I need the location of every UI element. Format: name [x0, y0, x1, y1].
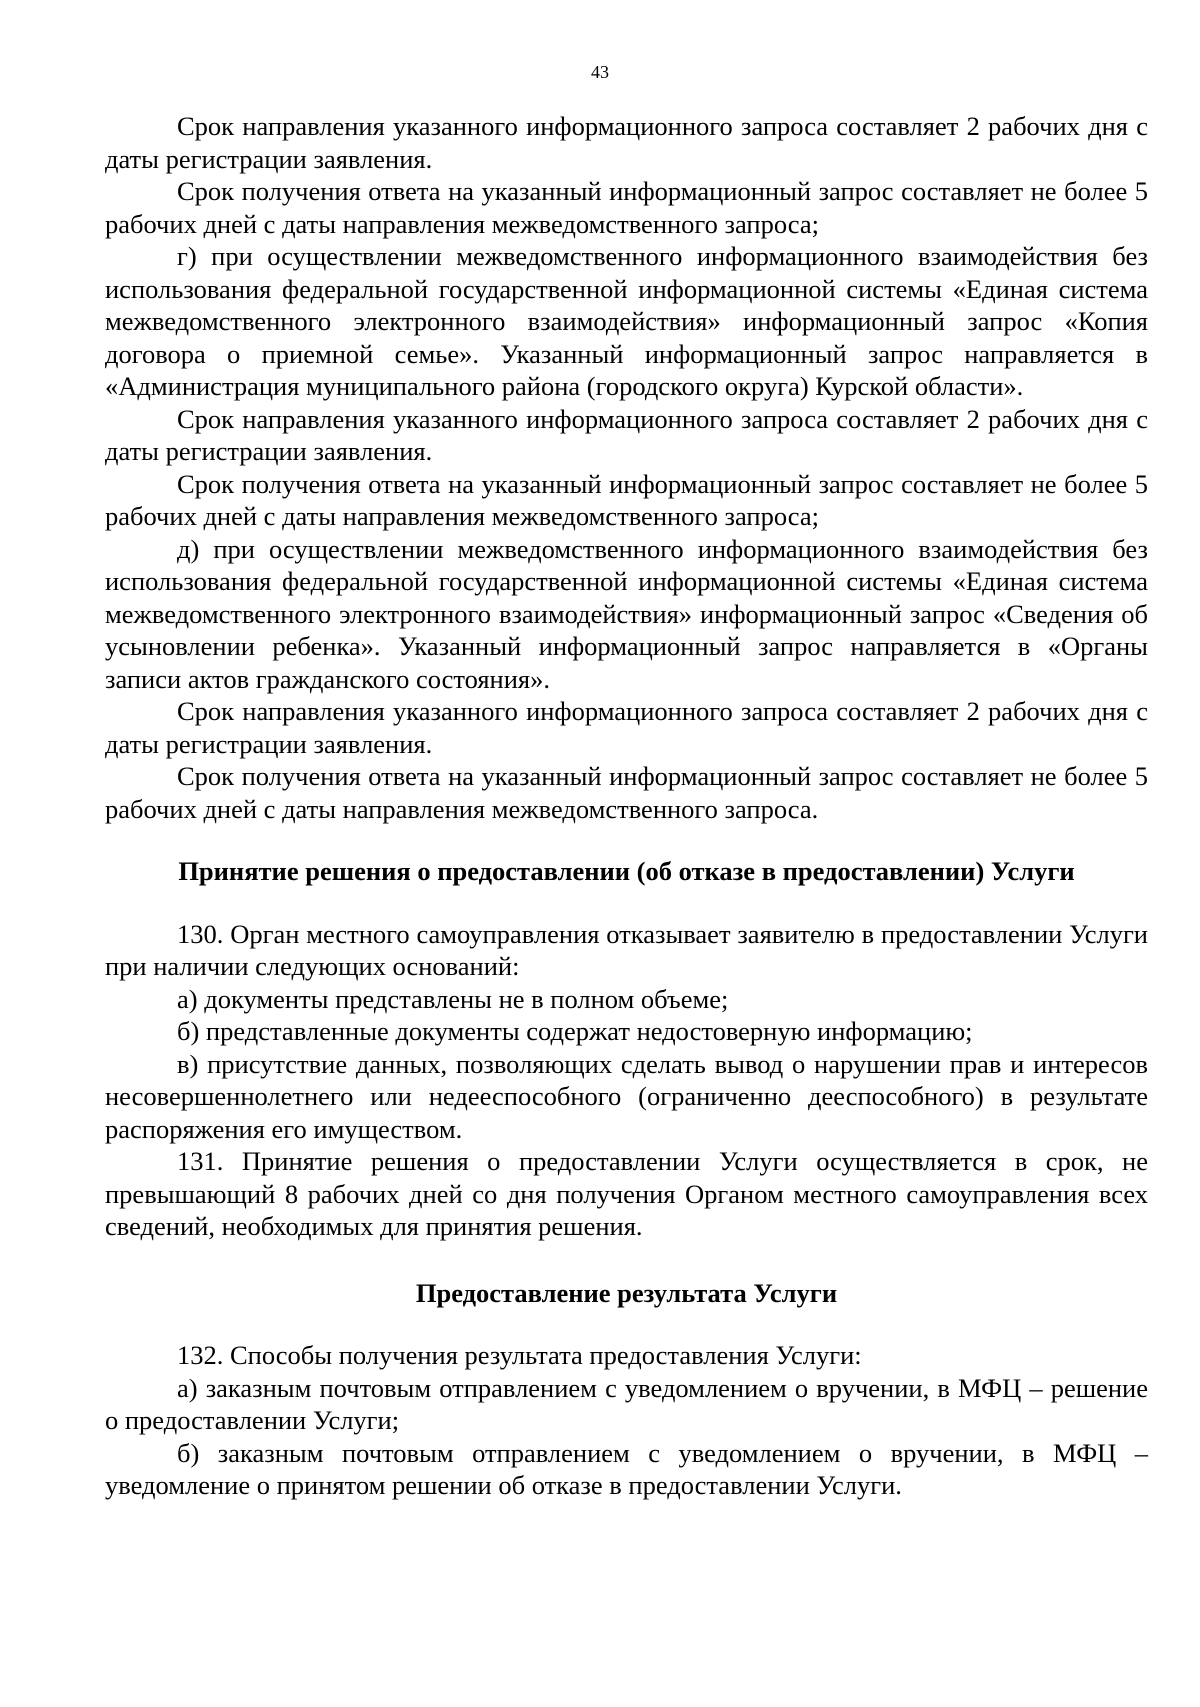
- paragraph: Срок получения ответа на указанный информационный запрос составляет не более 5 рабочих дней с даты направления межведомственного запроса.: [105, 761, 1148, 824]
- paragraph: 132. Способы получения результата предоставления Услуги:: [177, 1340, 862, 1370]
- document-body: [105, 110, 1148, 1502]
- paragraph: Срок получения ответа на указанный информационный запрос составляет не более 5 рабочих дней с даты направления межведомственного запроса;: [105, 468, 1148, 531]
- section-heading-decision: Принятие решения о предоставлении (об отказе в предоставлении) Услуги: [178, 856, 1075, 886]
- paragraph: а) заказным почтовым отправлением с уведомлением о вручении, в МФЦ – решение о предоставлении Услуги;: [105, 1372, 1148, 1435]
- paragraph: Срок направления указанного информационного запроса составляет 2 рабочих дня с даты регистрации заявления.: [105, 403, 1148, 466]
- paragraph: 130. Орган местного самоуправления отказывает заявителю в предоставлении Услуги при наличии следующих оснований:: [105, 918, 1148, 981]
- section-heading-result: Предоставление результата Услуги: [415, 1277, 838, 1308]
- paragraph: б) заказным почтовым отправлением с уведомлением о вручении, в МФЦ – уведомление о принятом решении об отказе в предоставлении Услуги.: [105, 1437, 1148, 1500]
- paragraph: Срок направления указанного информационного запроса составляет 2 рабочих дня с даты регистрации заявления.: [105, 696, 1148, 759]
- paragraph: д) при осуществлении межведомственного информационного взаимодействия без использования федеральной государственной информационной системы «Единая система межведомственного электронного взаимодействия» информационный запрос «Сведения об усыновлении ребенка». Указанный информационный запрос направляется в «Органы записи актов гражданского состояния».: [105, 533, 1148, 694]
- paragraph: г) при осуществлении межведомственного информационного взаимодействия без использования федеральной государственной информационной системы «Единая система межведомственного электронного взаимодействия» информационный запрос «Копия договора о приемной семье». Указанный информационный запрос направляется в «Администрация муниципального района (городского округа) Курской области».: [105, 241, 1148, 401]
- paragraph: в) присутствие данных, позволяющих сделать вывод о нарушении прав и интересов несовершеннолетнего или недееспособного (ограниченно дееспособного) в результате распоряжения его имуществом.: [105, 1048, 1148, 1144]
- paragraph: а) документы представлены не в полном объеме;: [177, 983, 729, 1014]
- page-number: 43: [591, 62, 609, 82]
- paragraph: Срок получения ответа на указанный информационный запрос составляет не более 5 рабочих дней с даты направления межведомственного запроса;: [105, 176, 1148, 239]
- paragraph: 131. Принятие решения о предоставлении Услуги осуществляется в срок, не превышающий 8 рабочих дней со дня получения Органом местного самоуправления всех сведений, необходимых для принятия решения.: [105, 1146, 1148, 1241]
- paragraph: Срок направления указанного информационного запроса составляет 2 рабочих дня с даты регистрации заявления.: [105, 111, 1148, 174]
- paragraph: б) представленные документы содержат недостоверную информацию;: [177, 1016, 973, 1046]
